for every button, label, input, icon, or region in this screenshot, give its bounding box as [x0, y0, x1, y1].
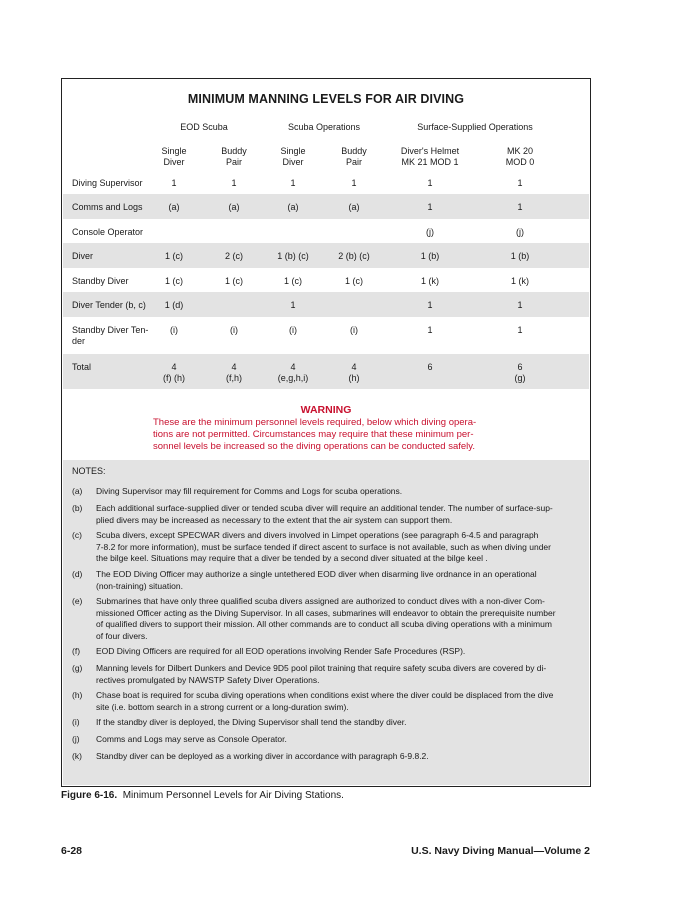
row-label-line: der	[72, 336, 86, 346]
table-cell-line: (f,h)	[225, 373, 242, 383]
note-text-line: Comms and Logs may serve as Console Operator.	[96, 734, 287, 744]
note-text-line: The EOD Diving Officer may authorize a single untethered EOD diver when disarming live ordnance in an operational	[96, 569, 537, 579]
note-text-line: Scuba divers, except SPECWAR divers and divers involved in Limpet operations (see paragraph 6-4.5 and paragraph	[96, 530, 539, 540]
note-text-line: of four divers.	[96, 630, 148, 641]
table-cell	[314, 202, 394, 213]
row-label-line: Console Operator	[72, 227, 144, 237]
note-label: (k)	[72, 751, 82, 761]
table-cell	[390, 276, 470, 287]
table-cell-line: 1	[290, 178, 296, 188]
table-cell-line: 1 (c)	[165, 276, 183, 286]
table-cell-line: 4	[351, 362, 357, 372]
row-label	[72, 202, 143, 213]
table-cell-line: 1	[290, 300, 296, 310]
note-label: (e)	[72, 596, 83, 606]
row-label-line: Diving Supervisor	[72, 178, 143, 188]
column-header	[314, 146, 394, 168]
column-header	[390, 146, 470, 168]
table-cell-line: 4	[290, 362, 296, 372]
table-cell-line: (i)	[230, 325, 238, 335]
table-cell-line: 1	[427, 300, 433, 310]
table-cell-line: (e,g,h,i)	[277, 373, 309, 383]
table-cell	[314, 325, 394, 336]
note-text-line: Each additional surface-supplied diver or tended scuba diver will require an additional tender. The number of surface-sup-	[96, 503, 553, 513]
row-label	[72, 362, 91, 373]
note-label: (d)	[72, 569, 83, 579]
table-cell	[390, 300, 470, 311]
table-cell	[390, 202, 470, 213]
column-header-line: Single	[280, 146, 306, 156]
note-text-line: of qualified divers to support their mission. All other commands are to conduct all scuba diving operations with a minimum	[96, 619, 552, 629]
note-label: (c)	[72, 530, 82, 540]
note-label: (i)	[72, 717, 80, 727]
note-text	[96, 486, 580, 498]
table-cell-line: 1 (c)	[345, 276, 363, 286]
row-label-line: Diver Tender (b, c)	[72, 300, 146, 310]
table-cell-line: 1	[517, 202, 523, 212]
table-cell-line: 1	[351, 178, 357, 188]
table-title: MINIMUM MANNING LEVELS FOR AIR DIVING	[187, 92, 465, 106]
row-label-line: Standby Diver	[72, 276, 129, 286]
column-header-line: Diver's Helmet	[400, 146, 460, 156]
table-cell-line: 1 (d)	[164, 300, 184, 310]
table-cell-line: (g)	[514, 373, 526, 383]
table-cell	[314, 362, 394, 384]
note-text	[96, 717, 580, 729]
figure-text: Minimum Personnel Levels for Air Diving Stations.	[122, 790, 344, 801]
note-label: (f)	[72, 646, 81, 656]
table-cell	[480, 362, 560, 384]
table-cell-line: (a)	[168, 202, 180, 212]
row-label	[72, 251, 93, 262]
table-cell-line: 1	[231, 178, 237, 188]
column-header-line: Diver	[282, 157, 304, 167]
table-cell-line: 1 (b)	[510, 251, 530, 261]
note-text	[96, 663, 580, 686]
note-text-line: EOD Diving Officers are required for all EOD operations involving Render Safe Procedures (RSP).	[96, 646, 466, 656]
table-cell-line: 1	[427, 178, 433, 188]
note-text-line: missioned Officer acting as the Diving Supervisor. In all cases, submarines will endeavor to obtain the prerequisite number	[96, 607, 556, 618]
table-cell-line: 4	[171, 362, 177, 372]
table-cell	[390, 362, 470, 373]
table-cell	[390, 178, 470, 189]
figure-label: Figure 6-16.	[61, 790, 118, 801]
note-text-line: the bilge keel. Situations may require that a diver be tended by a second diver situated at the bilge keel .	[96, 553, 488, 563]
warning-text: These are the minimum personnel levels required, below which diving opera- tions are not permitted. Circumstances may require that these minimum per- sonnel levels be increased so the diving operations can be conducted safely.	[153, 417, 477, 452]
table-cell-line: 1 (k)	[421, 276, 439, 286]
column-group-header: EOD Scuba	[180, 122, 228, 132]
column-group-header: Scuba Operations	[287, 122, 361, 132]
row-label-line: Comms and Logs	[72, 202, 143, 212]
column-header-line: Single	[161, 146, 187, 156]
row-label-line: Standby Diver Ten-	[72, 325, 149, 335]
table-cell	[390, 227, 470, 238]
table-cell	[134, 300, 214, 311]
table-cell-line: (j)	[426, 227, 434, 237]
table-cell-line: 1 (b) (c)	[277, 251, 309, 261]
note-text-line: rectives promulgated by NAWSTP Safety Diver Operations.	[96, 674, 320, 685]
note-text	[96, 690, 580, 713]
note-text	[96, 734, 580, 746]
table-cell-line: 4	[231, 362, 237, 372]
note-text-line: site (i.e. bottom search in a strong current or a long-duration swim).	[96, 701, 349, 712]
table-cell	[390, 251, 470, 262]
manning-table	[61, 78, 591, 787]
table-cell-line: (a)	[228, 202, 240, 212]
row-label	[72, 227, 143, 238]
column-header-line: Buddy	[341, 146, 367, 156]
note-text-line: Standby diver can be deployed as a working diver in accordance with paragraph 6-9.8.2.	[96, 751, 429, 761]
table-cell-line: (a)	[348, 202, 360, 212]
table-cell-line: (i)	[170, 325, 178, 335]
manual-title: U.S. Navy Diving Manual—Volume 2	[411, 845, 590, 857]
table-cell	[480, 178, 560, 189]
table-cell-line: 1	[427, 325, 433, 335]
table-cell-line: 1 (k)	[511, 276, 529, 286]
note-text	[96, 569, 580, 592]
table-cell	[314, 251, 394, 262]
table-cell-line: 1	[517, 325, 523, 335]
row-label-line: Total	[72, 362, 92, 372]
table-cell	[253, 300, 333, 311]
column-header-line: Pair	[225, 157, 242, 167]
column-header-line: Buddy	[221, 146, 247, 156]
table-cell-line: 1 (c)	[284, 276, 302, 286]
table-cell-line: (a)	[287, 202, 299, 212]
table-cell-line: 2 (c)	[225, 251, 243, 261]
note-label: (j)	[72, 734, 80, 744]
note-text-line: (non-training) situation.	[96, 580, 183, 591]
note-label: (b)	[72, 503, 83, 513]
note-label: (a)	[72, 486, 83, 496]
table-cell-line: 1	[517, 178, 523, 188]
table-cell-line: (f) (h)	[163, 373, 185, 383]
note-text-line: Chase boat is required for scuba diving operations when conditions exist where the diver could be displaced from the dive	[96, 690, 554, 700]
table-cell	[480, 227, 560, 238]
note-text-line: 7-8.2 for more information), must be surface tended if direct ascent to surface is not available, such as when diving under	[96, 541, 551, 552]
table-cell-line: 1	[171, 178, 177, 188]
table-cell	[480, 251, 560, 262]
table-cell-line: 1	[517, 300, 523, 310]
note-label: (g)	[72, 663, 83, 673]
column-header-line: Diver	[163, 157, 185, 167]
table-cell-line: 1	[427, 202, 433, 212]
note-text	[96, 596, 580, 642]
row-label-line: Diver	[72, 251, 94, 261]
page-number: 6-28	[61, 845, 83, 857]
table-cell-line: 6	[517, 362, 523, 372]
warning-title: WARNING	[300, 404, 352, 416]
note-text-line: Diving Supervisor may fill requirement for Comms and Logs for scuba operations.	[96, 486, 403, 496]
table-cell-line: 1 (b)	[420, 251, 440, 261]
table-cell	[480, 325, 560, 336]
note-text-line: Manning levels for Dilbert Dunkers and Device 9D5 pool pilot training that require safety scuba divers are covered by di-	[96, 663, 547, 673]
row-label	[72, 276, 129, 287]
table-cell-line: 1 (c)	[225, 276, 243, 286]
table-cell-line: (i)	[289, 325, 297, 335]
note-text-line: plied divers may be increased as necessary to the extent that the air system can support them.	[96, 514, 453, 525]
column-header-line: MK 20	[506, 146, 533, 156]
table-cell-line: (j)	[516, 227, 524, 237]
note-text-line: If the standby diver is deployed, the Diving Supervisor shall tend the standby diver.	[96, 717, 407, 727]
table-cell	[390, 325, 470, 336]
table-cell-line: (h)	[348, 373, 360, 383]
table-cell-line: 6	[427, 362, 433, 372]
column-header-line: MK 21 MOD 1	[401, 157, 459, 167]
table-cell	[314, 276, 394, 287]
notes-heading: NOTES:	[72, 466, 106, 476]
note-text-line: Submarines that have only three qualified scuba divers assigned are authorized to conduct dives with a non-diver Com-	[96, 596, 545, 606]
figure-caption	[61, 790, 344, 801]
column-header-line: MOD 0	[505, 157, 535, 167]
table-cell-line: 2 (b) (c)	[338, 251, 370, 261]
table-cell	[480, 202, 560, 213]
column-header	[480, 146, 560, 168]
table-cell	[480, 276, 560, 287]
table-cell-line: 1 (c)	[165, 251, 183, 261]
column-group-header: Surface-Supplied Operations	[417, 122, 533, 132]
note-text	[96, 503, 580, 526]
table-cell	[314, 178, 394, 189]
note-text	[96, 751, 580, 763]
note-text	[96, 530, 580, 565]
row-label	[72, 178, 143, 189]
column-header-line: Pair	[345, 157, 362, 167]
note-label: (h)	[72, 690, 83, 700]
note-text	[96, 646, 580, 658]
table-cell	[480, 300, 560, 311]
table-cell-line: (i)	[350, 325, 358, 335]
